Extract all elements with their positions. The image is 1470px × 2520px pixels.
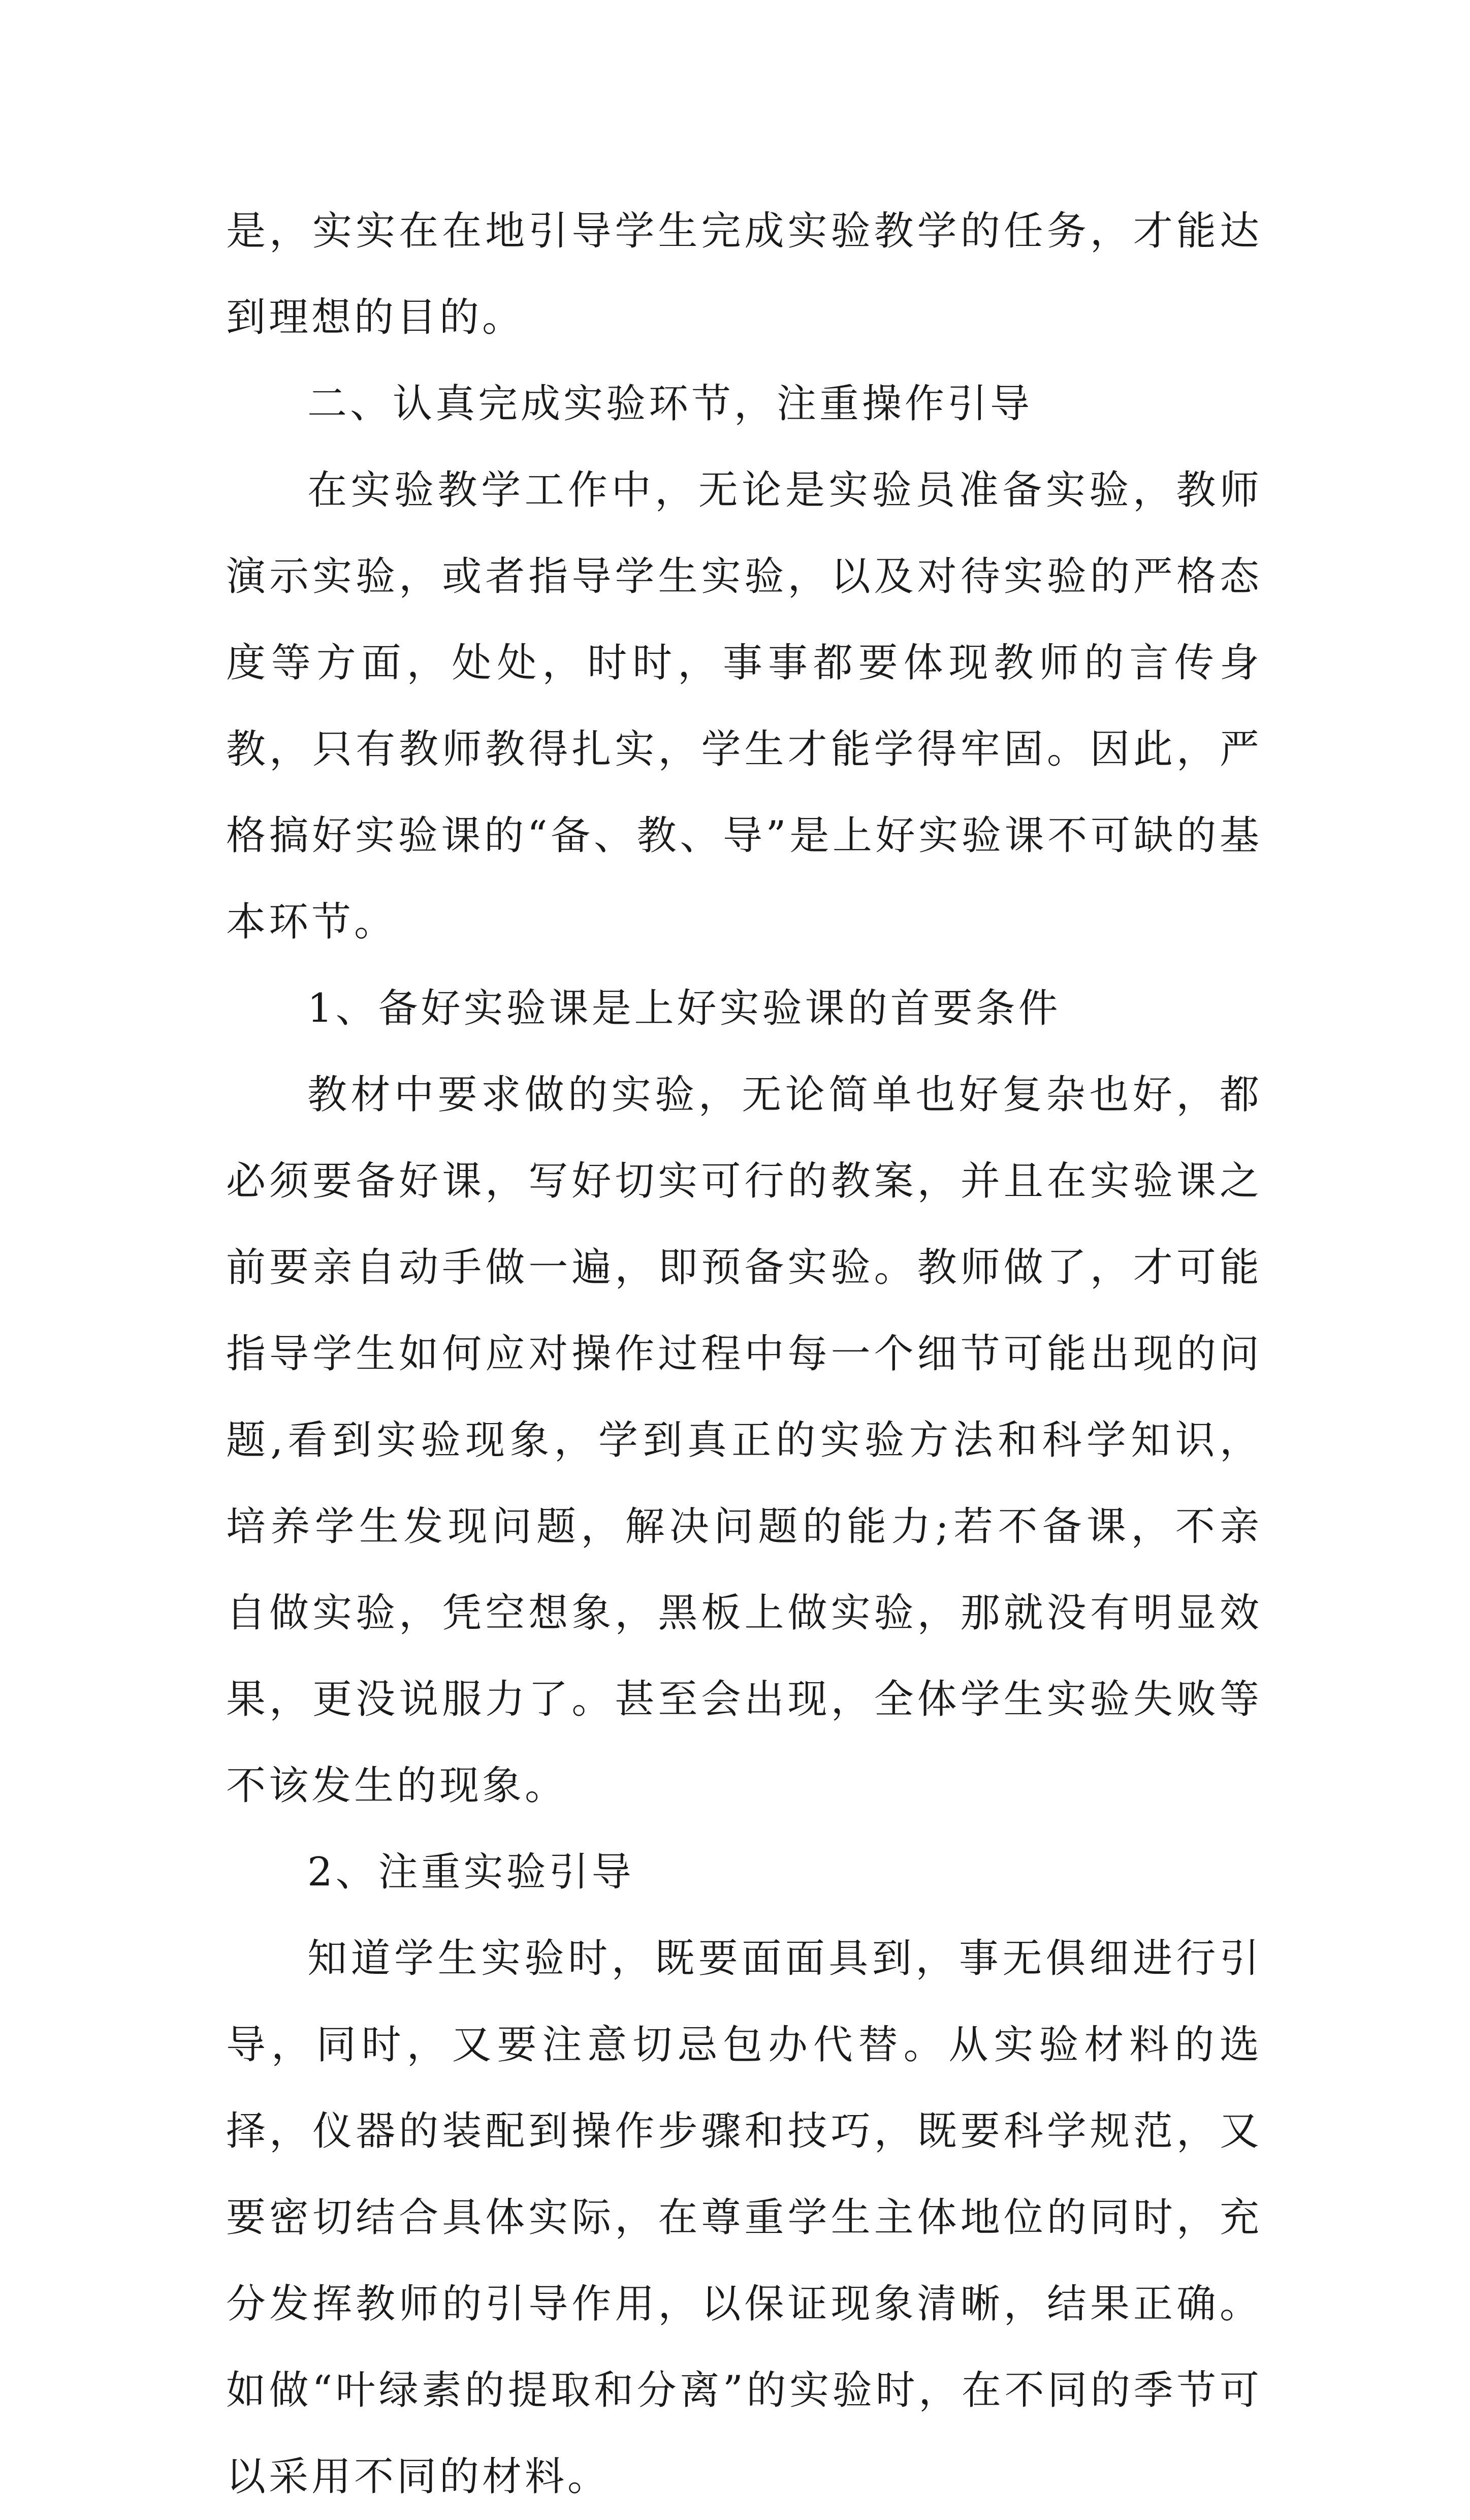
subheading-prepare-lesson: 1、备好实验课是上好实验课的首要条件	[307, 986, 1061, 1031]
paragraph-prepare-lesson: 教材中要求做的实验，无论简单也好复杂也好，都必须要备好课，写好切实可行的教案，并且在实验课之前要亲自动手做一遍，即预备实验。教师做了，才可能指导学生如何应对操作过程中每一个细节可能出现的问题,看到实验现象，学到真正的实验方法和科学知识，培养学生发现问题，解决问题的能力;若不备课，不亲自做实验，凭空想象，黑板上做实验，那就没有明显效果，更没说服力了。甚至会出现，全体学生实验失败等不该发生的现象。	[226, 1072, 1262, 1809]
paragraph-continuation: 是，实实在在地引导学生完成实验教学的任务，才能达到理想的目的。	[226, 208, 1262, 340]
section-heading-2: 二、认真完成实验环节，注重操作引导	[307, 381, 1033, 427]
paragraph-experiment-guidance: 知道学生实验时，既要面面具到，事无俱细进行引导，同时，又要注意切忌包办代替。从实验材料的选择，仪器的装配到操作步骤和技巧，既要科学规范，又要密切结合具体实际，在尊重学生主体地位的同时，充分发挥教师的引导作用，以保证现象清晰，结果正确。如做“叶绿素的提取和分离”的实验时，在不同的季节可以采用不同的材料。	[226, 1936, 1262, 2500]
document-body	[226, 188, 1262, 2520]
subheading-experiment-guidance: 2、注重实验引导	[307, 1849, 634, 1895]
paragraph-experiment-teaching: 在实验教学工作中，无论是实验员准备实验，教师演示实验，或者指导学生实验，以及对待实验的严格态度等方面，处处，时时，事事都要体现教师的言传身教，只有教师教得扎实，学生才能学得牢固。因此，严格搞好实验课的“备、教、导”是上好实验课不可缺的基本环节。	[226, 467, 1262, 945]
